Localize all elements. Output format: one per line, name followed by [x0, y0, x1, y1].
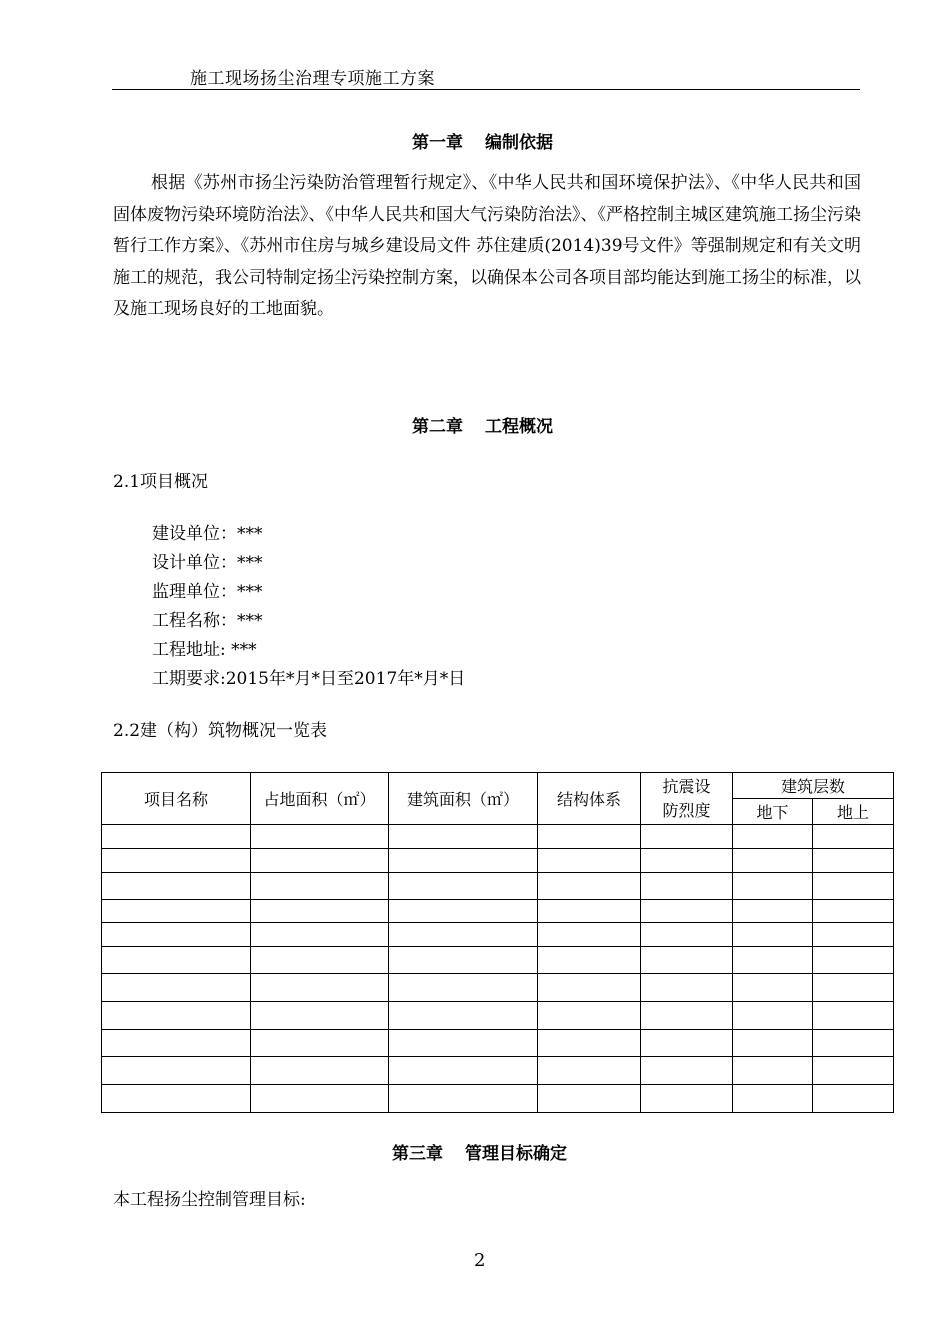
- table-cell: [733, 923, 813, 947]
- table-cell: [389, 849, 538, 873]
- table-cell: [538, 974, 641, 1002]
- header-structure: 结构体系: [538, 773, 641, 825]
- table-cell: [389, 1030, 538, 1057]
- table-cell: [538, 1030, 641, 1057]
- table-row: [102, 974, 894, 1002]
- table-cell: [102, 974, 251, 1002]
- table-body: [102, 825, 894, 1113]
- table-cell: [538, 873, 641, 900]
- table-cell: [733, 849, 813, 873]
- table-cell: [538, 1002, 641, 1030]
- chapter-1-title: 编制依据: [485, 133, 553, 153]
- table-cell: [102, 1002, 251, 1030]
- table-cell: [102, 825, 251, 849]
- table-cell: [538, 947, 641, 974]
- table-row: [102, 1030, 894, 1057]
- table-cell: [813, 825, 894, 849]
- table-row: [102, 900, 894, 923]
- table-cell: [389, 873, 538, 900]
- table-cell: [813, 947, 894, 974]
- table-cell: [641, 1085, 733, 1113]
- table-cell: [813, 849, 894, 873]
- table-cell: [389, 974, 538, 1002]
- table-cell: [251, 1030, 389, 1057]
- table-cell: [641, 873, 733, 900]
- chapter-1-paragraph: 根据《苏州市扬尘污染防治管理暂行规定》、《中华人民共和国环境保护法》、《中华人民共和国固体废物污染环境防治法》、《中华人民共和国大气污染防治法》、《严格控制主城区建筑施工扬尘污染暂行工作方案》、《苏州市住房与城乡建设局文件 苏住建质(2014)39号文件》等强制规定和有关文明施工的规范，我公司特制定扬尘污染控制方案，以确保本公司各项目部均能达到施工扬尘的标准，以及施工现场良好的工地面貌。: [113, 173, 861, 319]
- table-cell: [389, 1057, 538, 1085]
- page-number: 2: [474, 1250, 486, 1271]
- table-cell: [102, 900, 251, 923]
- chapter-3-line: 本工程扬尘控制管理目标:: [113, 1190, 306, 1210]
- table-cell: [813, 1002, 894, 1030]
- table-cell: [813, 1057, 894, 1085]
- table-row: [102, 1057, 894, 1085]
- chapter-1-number: 第一章: [412, 133, 463, 153]
- header-seismic-line-2: 防烈度: [662, 800, 711, 820]
- table-cell: [389, 825, 538, 849]
- table-cell: [813, 923, 894, 947]
- header-seismic-line-1: 抗震设: [662, 776, 711, 796]
- info-line: 设计单位：***: [152, 553, 263, 573]
- table-cell: [813, 974, 894, 1002]
- table-cell: [389, 1085, 538, 1113]
- table-cell: [102, 1030, 251, 1057]
- table-cell: [538, 825, 641, 849]
- table-cell: [389, 923, 538, 947]
- table-row: [102, 873, 894, 900]
- chapter-1-heading: [412, 128, 553, 153]
- info-line: 建设单位：***: [152, 524, 263, 544]
- chapter-3-number: 第三章: [392, 1144, 443, 1164]
- table-row: [102, 923, 894, 947]
- table-cell: [102, 1085, 251, 1113]
- table-cell: [389, 1002, 538, 1030]
- table-cell: [251, 1002, 389, 1030]
- table-cell: [641, 1030, 733, 1057]
- table-cell: [251, 900, 389, 923]
- table-cell: [733, 947, 813, 974]
- header-above-ground: 地上: [813, 799, 894, 825]
- table-cell: [641, 1057, 733, 1085]
- header-seismic-intensity: [641, 773, 733, 825]
- chapter-2-title: 工程概况: [485, 417, 553, 437]
- table-cell: [251, 974, 389, 1002]
- table-cell: [733, 900, 813, 923]
- table-cell: [733, 1057, 813, 1085]
- table-cell: [538, 1085, 641, 1113]
- info-line: 工程地址: ***: [152, 640, 257, 660]
- table-cell: [641, 923, 733, 947]
- header-building-area: 建筑面积（㎡）: [389, 773, 538, 825]
- table-cell: [641, 900, 733, 923]
- table-cell: [251, 923, 389, 947]
- chapter-2-number: 第二章: [412, 417, 463, 437]
- table-cell: [733, 974, 813, 1002]
- table-cell: [102, 1057, 251, 1085]
- building-overview-table: [101, 772, 894, 1113]
- chapter-3-title: 管理目标确定: [465, 1144, 567, 1164]
- table-cell: [538, 923, 641, 947]
- table-cell: [251, 825, 389, 849]
- table-cell: [389, 900, 538, 923]
- table-cell: [251, 1085, 389, 1113]
- table-cell: [813, 900, 894, 923]
- table-cell: [538, 1057, 641, 1085]
- table-cell: [251, 947, 389, 974]
- table-cell: [733, 873, 813, 900]
- table-cell: [733, 1085, 813, 1113]
- table-cell: [813, 1030, 894, 1057]
- table-cell: [641, 1002, 733, 1030]
- header-rule: [112, 89, 860, 90]
- section-2-1-heading: 2.1项目概况: [113, 472, 209, 492]
- table-cell: [538, 849, 641, 873]
- table-row: [102, 1085, 894, 1113]
- header-land-area: 占地面积（㎡）: [251, 773, 389, 825]
- info-line: 监理单位：***: [152, 582, 263, 602]
- table-cell: [733, 1030, 813, 1057]
- info-line: 工期要求:2015年*月*日至2017年*月*日: [152, 669, 466, 689]
- header-project-name: 项目名称: [102, 773, 251, 825]
- table-cell: [813, 873, 894, 900]
- table-cell: [813, 1085, 894, 1113]
- info-line: 工程名称：***: [152, 611, 263, 631]
- table-cell: [102, 849, 251, 873]
- table-row: [102, 947, 894, 974]
- table-cell: [102, 923, 251, 947]
- table-row: [102, 1002, 894, 1030]
- table-cell: [251, 849, 389, 873]
- table-row: [102, 849, 894, 873]
- table-cell: [641, 947, 733, 974]
- table-cell: [733, 1002, 813, 1030]
- table-row: [102, 825, 894, 849]
- table-cell: [251, 873, 389, 900]
- table-cell: [733, 825, 813, 849]
- running-header: 施工现场扬尘治理专项施工方案: [190, 69, 435, 89]
- header-floors: 建筑层数: [733, 773, 894, 799]
- header-below-ground: 地下: [733, 799, 813, 825]
- table-cell: [251, 1057, 389, 1085]
- section-2-2-heading: 2.2建（构）筑物概况一览表: [113, 721, 328, 741]
- table-cell: [641, 825, 733, 849]
- table-cell: [389, 947, 538, 974]
- chapter-3-heading: [392, 1139, 567, 1164]
- table-cell: [641, 974, 733, 1002]
- table-cell: [538, 900, 641, 923]
- table-cell: [102, 873, 251, 900]
- chapter-2-heading: [412, 412, 553, 437]
- table-cell: [102, 947, 251, 974]
- table-cell: [641, 849, 733, 873]
